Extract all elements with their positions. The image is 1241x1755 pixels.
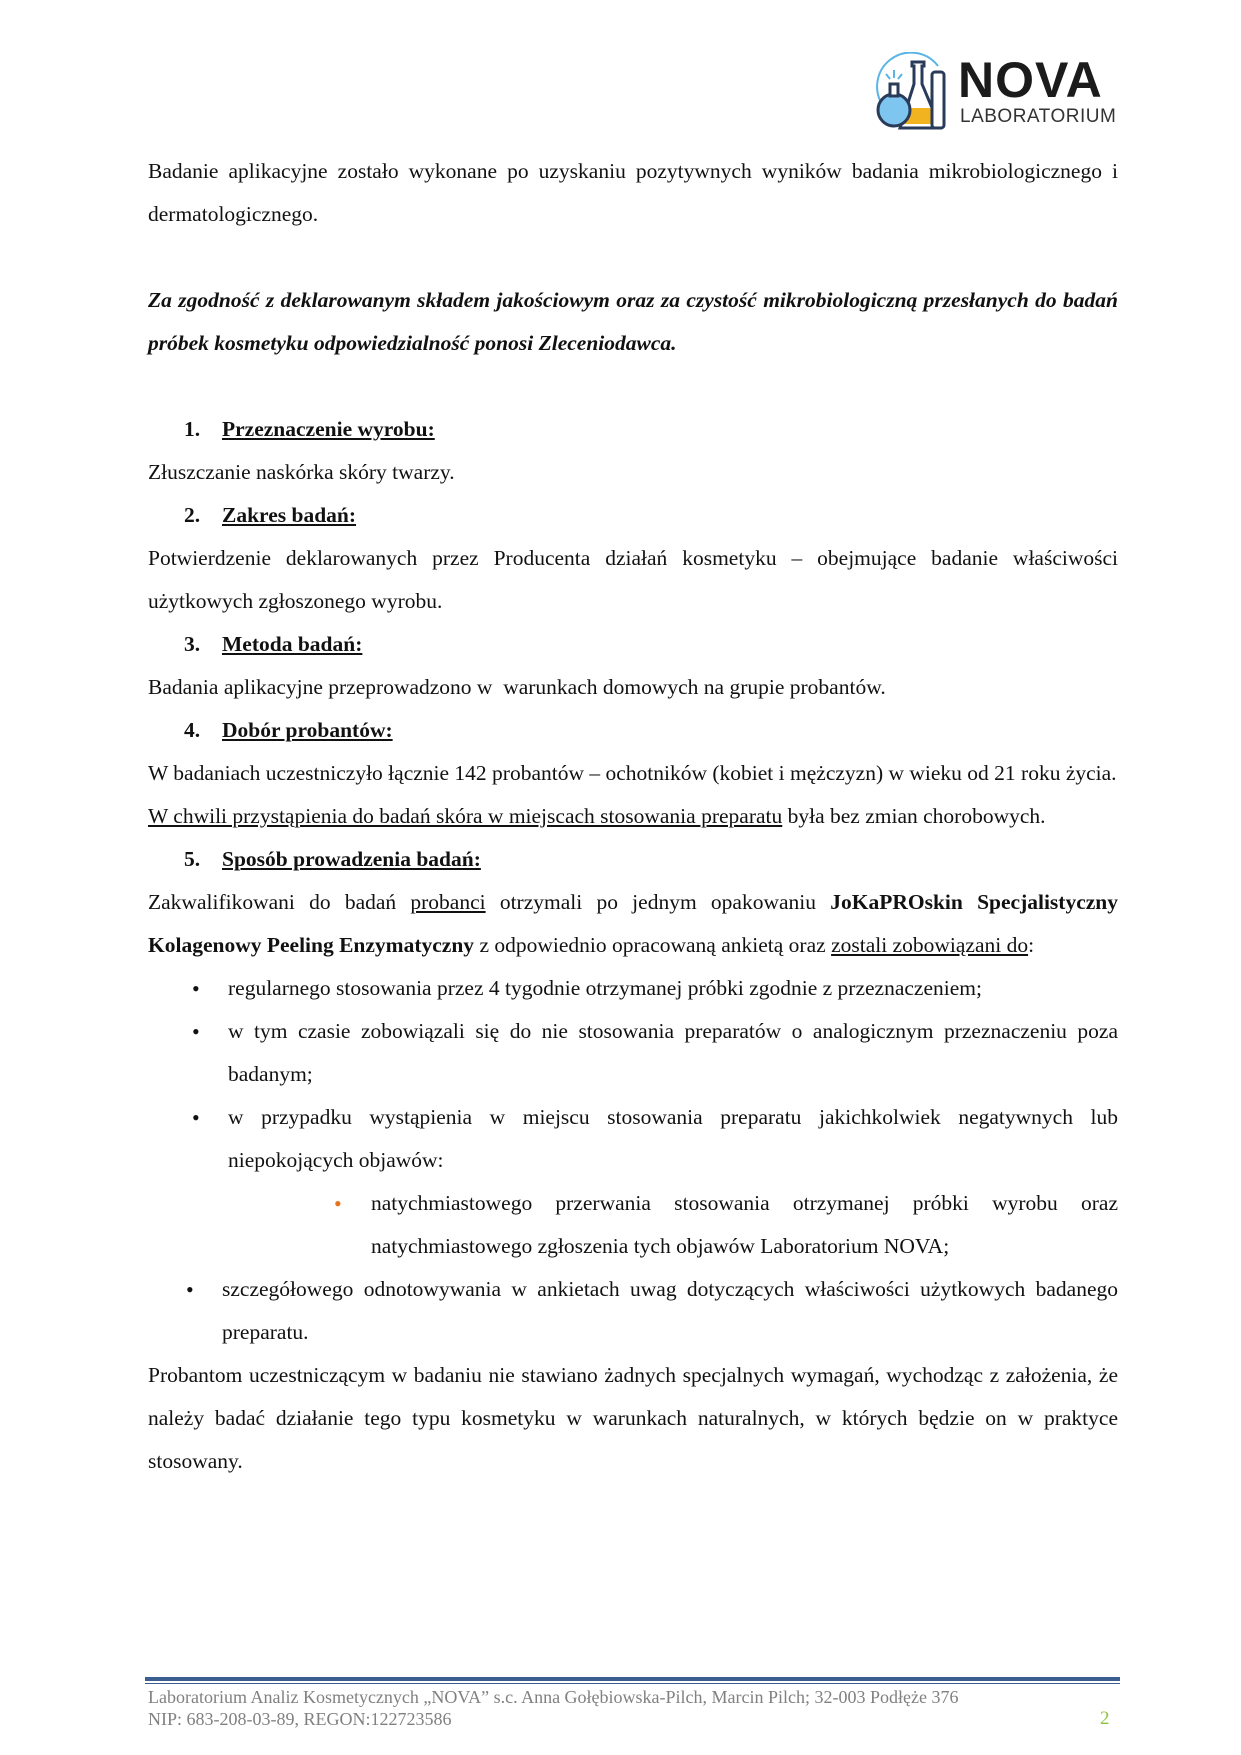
section-body-3: Badania aplikacyjne przeprowadzono w warunkach domowych na grupie probantów. <box>148 675 886 699</box>
section-heading-5: 5. Sposób prowadzenia badań: <box>184 847 481 871</box>
product-name: JoKaPROskin Specjalistyczny Kolagenowy Peeling Enzymatyczny <box>148 890 1119 957</box>
section-body-1: Złuszczanie naskórka skóry twarzy. <box>148 460 455 484</box>
sub-list-item: • natychmiastowego przerwania stosowania otrzymanej próbki wyrobu oraz natychmiastowego zgłoszenia tych objawów Laboratorium NOVA; <box>148 1182 1118 1268</box>
footer-rule-thin <box>145 1683 1120 1684</box>
section-heading-3: 3. Metoda badań: <box>184 632 363 656</box>
nova-logo <box>872 52 1122 134</box>
section-heading-1: 1. Przeznaczenie wyrobu: <box>184 417 435 441</box>
section-body-2: Potwierdzenie deklarowanych przez Producenta działań kosmetyku – obejmujące badanie właściwości użytkowych zgłoszonego wyrobu. <box>148 546 1118 613</box>
section-note-4: W chwili przystąpienia do badań skóra w miejscach stosowania preparatu była bez zmian chorobowych. <box>148 804 1046 828</box>
page-footer <box>148 1686 1123 1730</box>
document-body <box>148 150 1118 1483</box>
footer-address: Laboratorium Analiz Kosmetycznych „NOVA” s.c. Anna Gołębiowska-Pilch, Marcin Pilch; 32-003 Podłęże 376 <box>148 1687 959 1707</box>
closing-paragraph: Probantom uczestniczącym w badaniu nie stawiano żadnych specjalnych wymagań, wychodząc z założenia, że należy badać działanie tego typu kosmetyku w warunkach naturalnych, w których będzie on w praktyce stosowany. <box>148 1363 1118 1473</box>
section-body-4: W badaniach uczestniczyło łącznie 142 probantów – ochotników (kobiet i mężczyzn) w wieku od 21 roku życia. <box>148 761 1117 785</box>
logo-subtitle: LABORATORIUM <box>960 106 1117 127</box>
list-item: • w przypadku wystąpienia w miejscu stosowania preparatu jakichkolwiek negatywnych lub niepokojących objawów: <box>148 1096 1118 1182</box>
list-item: • szczegółowego odnotowywania w ankietach uwag dotyczących właściwości użytkowych badanego preparatu. <box>148 1268 1118 1354</box>
section-heading-4: 4. Dobór probantów: <box>184 718 393 742</box>
logo-brand: NOVA <box>958 52 1103 108</box>
list-item: • regularnego stosowania przez 4 tygodnie otrzymanej próbki zgodnie z przeznaczeniem; <box>148 967 1118 1010</box>
page-number: 2 <box>1100 1708 1110 1729</box>
footer-rule <box>145 1677 1120 1681</box>
obligations-list <box>148 967 1118 1354</box>
disclaimer-paragraph: Za zgodność z deklarowanym składem jakościowym oraz za czystość mikrobiologiczną przesłanych do badań próbek kosmetyku odpowiedzialność ponosi Zleceniodawca. <box>148 288 1118 355</box>
section-body-5: Zakwalifikowani do badań probanci otrzymali po jednym opakowaniu JoKaPROskin Specjalistyczny Kolagenowy Peeling Enzymatyczny z odpowiednio opracowaną ankietą oraz zostali zobowiązani do: <box>148 890 1119 957</box>
list-item: • w tym czasie zobowiązali się do nie stosowania preparatów o analogicznym przeznaczeniu poza badanym; <box>148 1010 1118 1096</box>
lab-flask-icon <box>872 52 954 134</box>
footer-tax-ids: NIP: 683-208-03-89, REGON:122723586 <box>148 1709 452 1729</box>
intro-paragraph: Badanie aplikacyjne zostało wykonane po uzyskaniu pozytywnych wyników badania mikrobiologicznego i dermatologicznego. <box>148 159 1118 226</box>
section-heading-2: 2. Zakres badań: <box>184 503 357 527</box>
